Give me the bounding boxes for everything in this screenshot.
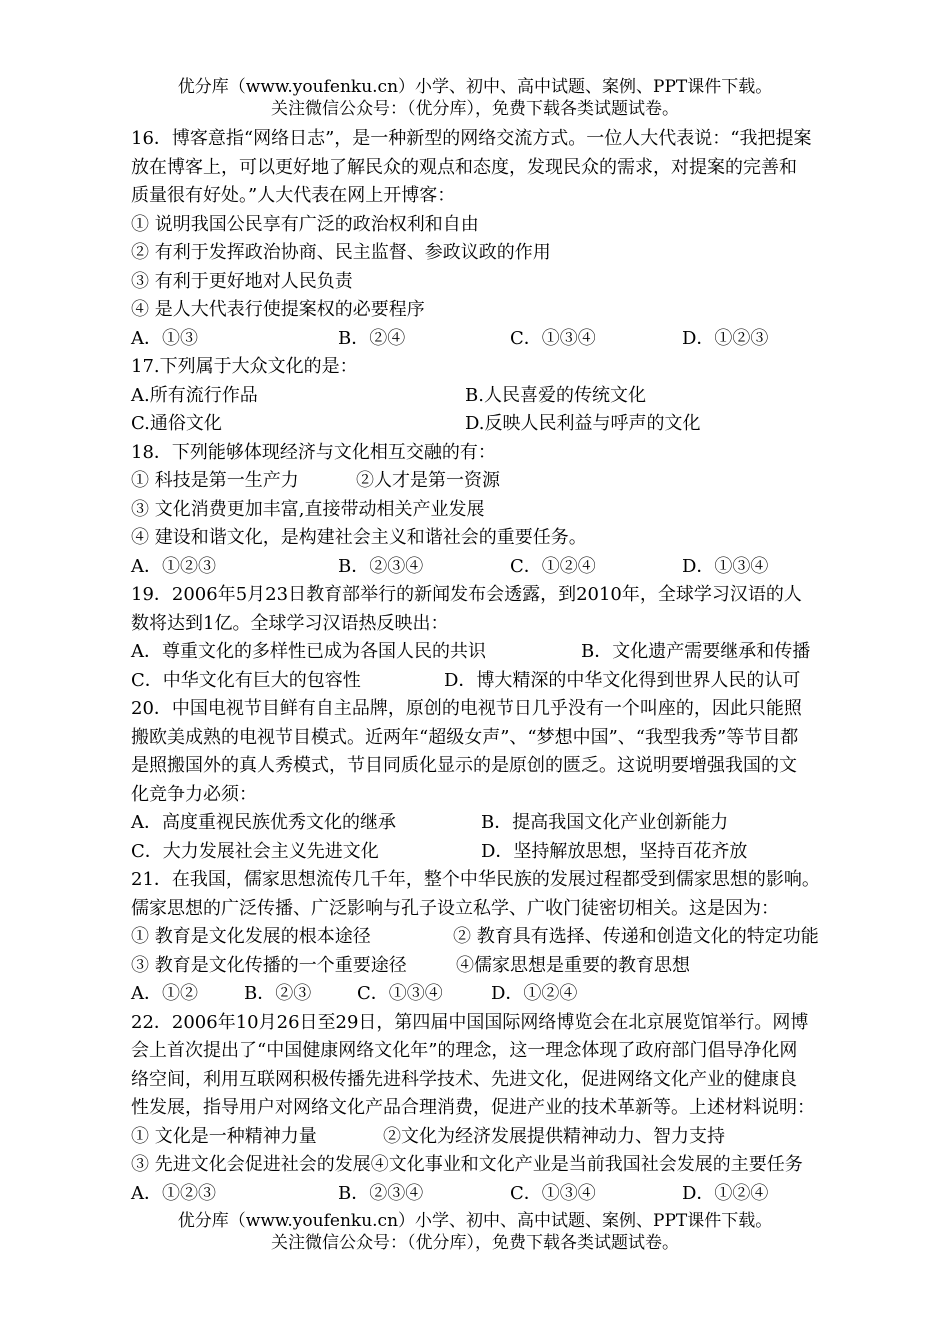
q18-options [131, 553, 871, 582]
footer-line-1: 优分库（www.youfenku.cn）小学、初中、高中试题、案例、PPT课件下载。 [177, 1211, 773, 1231]
q17-option-b: B.人民喜爱的传统文化 [465, 384, 646, 406]
q20-options-row-2 [131, 838, 871, 867]
q16-item-4: ④ 是人大代表行使提案权的必要程序 [131, 299, 425, 320]
q16-option-b: B．②④ [338, 327, 406, 349]
q22-option-d: D．①②④ [682, 1182, 769, 1204]
header-line-2: 关注微信公众号：（优分库），免费下载各类试题试卷。 [271, 99, 679, 119]
q19-option-d: D．博大精深的中华文化得到世界人民的认可 [444, 669, 801, 691]
q17-option-c: C.通俗文化 [131, 413, 222, 434]
q16-option-d: D．①②③ [682, 327, 769, 349]
question-list [131, 125, 871, 1208]
q22-item-3: ③ 先进文化会促进社会的发展④文化事业和文化产业是当前我国社会发展的主要任务 [131, 1154, 803, 1175]
q19-stem-1: 19．2006年5月23日教育部举行的新闻发布会透露，到2010年，全球学习汉语的人 [131, 584, 802, 605]
q22-stem-2: 会上首次提出了“中国健康网络文化年”的理念，这一理念体现了政府部门倡导净化网 [131, 1040, 798, 1061]
q20-stem-2: 搬欧美成熟的电视节目模式。近两年“超级女声”、“梦想中国”、“我型我秀”等节目都 [131, 726, 799, 748]
footer-line-2: 关注微信公众号：（优分库），免费下载各类试题试卷。 [271, 1233, 679, 1253]
q21-items-row-2 [131, 952, 871, 981]
footer-banner [0, 1210, 950, 1254]
q20-stem-4: 化竞争力必须： [131, 783, 257, 805]
q22-item-1: ① 文化是一种精神力量 [131, 1125, 317, 1147]
q19-option-b: B．文化遗产需要继承和传播 [581, 641, 811, 662]
q16-item-2: ② 有利于发挥政治协商、民主监督、参政议政的作用 [131, 242, 551, 263]
q18-option-d: D．①③④ [682, 555, 769, 577]
q16-stem-1: 16．博客意指“网络日志”，是一种新型的网络交流方式。一位人大代表说：“我把提案 [131, 128, 812, 149]
q16-stem-3: 质量很有好处。”人大代表在网上开博客： [131, 185, 456, 206]
q22-item-2: ②文化为经济发展提供精神动力、智力支持 [383, 1125, 725, 1147]
q20-stem-3: 是照搬国外的真人秀模式，节目同质化显示的是原创的匮乏。这说明要增强我国的文 [131, 755, 797, 776]
q16-stem-2: 放在博客上，可以更好地了解民众的观点和态度，发现民众的需求，对提案的完善和 [131, 156, 797, 178]
q21-item-4: ④儒家思想是重要的教育思想 [456, 954, 690, 976]
header-banner [0, 76, 950, 120]
q21-items-row-1 [131, 923, 871, 952]
q22-options [131, 1180, 871, 1209]
q21-option-a: A．①② [131, 983, 198, 1004]
q21-option-c: C．①③④ [357, 983, 443, 1004]
q22-stem-1: 22．2006年10月26日至29日，第四届中国国际网络博览会在北京展览馆举行。网博 [131, 1011, 809, 1033]
header-line-1: 优分库（www.youfenku.cn）小学、初中、高中试题、案例、PPT课件下载。 [177, 77, 773, 97]
q21-stem-2: 儒家思想的广泛传播、广泛影响与孔子设立私学、广收门徒密切相关。这是因为： [131, 897, 779, 919]
q21-item-2: ② 教育具有选择、传递和创造文化的特定功能 [453, 926, 819, 947]
q22-items-row-1 [131, 1123, 871, 1152]
q16-option-c: C．①③④ [510, 327, 596, 349]
q21-item-1: ① 教育是文化发展的根本途径 [131, 926, 371, 947]
q18-items-row-1 [131, 467, 871, 496]
q17-stem: 17.下列属于大众文化的是： [131, 356, 358, 377]
q19-options-row-1 [131, 638, 871, 667]
q20-options-row-1 [131, 809, 871, 838]
q20-option-d: D．坚持解放思想，坚持百花齐放 [481, 840, 748, 862]
q17-options-row-2 [131, 410, 871, 439]
q16-options [131, 325, 871, 354]
q18-item-4: ④ 建设和谐文化，是构建社会主义和谐社会的重要任务。 [131, 527, 587, 548]
q20-option-c: C．大力发展社会主义先进文化 [131, 840, 379, 862]
q19-option-c: C．中华文化有巨大的包容性 [131, 669, 361, 691]
q21-option-b: B．②③ [244, 983, 312, 1004]
q18-item-3: ③ 文化消费更加丰富,直接带动相关产业发展 [131, 498, 485, 520]
q20-option-b: B．提高我国文化产业创新能力 [481, 812, 729, 833]
q16-item-1: ① 说明我国公民享有广泛的政治权利和自由 [131, 213, 479, 235]
q20-stem-1: 20．中国电视节目鲜有自主品牌，原创的电视节日几乎没有一个叫座的，因此只能照 [131, 698, 802, 719]
q22-option-b: B．②③④ [338, 1182, 424, 1204]
q18-item-1: ① 科技是第一生产力 [131, 470, 299, 491]
q22-option-c: C．①③④ [510, 1182, 596, 1204]
q18-option-c: C．①②④ [510, 555, 596, 577]
q21-stem-1: 21．在我国，儒家思想流传几千年，整个中华民族的发展过程都受到儒家思想的影响。 [131, 869, 820, 890]
q20-option-a: A．高度重视民族优秀文化的继承 [131, 812, 396, 833]
q18-option-b: B．②③④ [338, 555, 424, 577]
q18-item-2: ②人才是第一资源 [356, 470, 500, 491]
q19-options-row-2 [131, 667, 871, 696]
q22-stem-3: 络空间，利用互联网积极传播先进科学技术、先进文化，促进网络文化产业的健康良 [131, 1068, 797, 1090]
q21-options [131, 980, 871, 1009]
q18-stem: 18．下列能够体现经济与文化相互交融的有： [131, 441, 496, 463]
q16-option-a: A．①③ [131, 327, 198, 349]
q17-option-a: A.所有流行作品 [131, 384, 258, 406]
q17-option-d: D.反映人民利益与呼声的文化 [465, 413, 701, 434]
q22-stem-4: 性发展，指导用户对网络文化产品合理消费，促进产业的技术革新等。上述材料说明： [131, 1097, 815, 1118]
q17-options-row-1 [131, 382, 871, 411]
q22-option-a: A．①②③ [131, 1182, 216, 1204]
q16-item-3: ③ 有利于更好地对人民负责 [131, 270, 353, 292]
q21-option-d: D．①②④ [491, 983, 578, 1004]
q21-item-3: ③ 教育是文化传播的一个重要途径 [131, 954, 407, 976]
q19-stem-2: 数将达到1亿。全球学习汉语热反映出： [131, 612, 449, 634]
q19-option-a: A．尊重文化的多样性已成为各国人民的共识 [131, 641, 486, 662]
q18-option-a: A．①②③ [131, 555, 216, 577]
